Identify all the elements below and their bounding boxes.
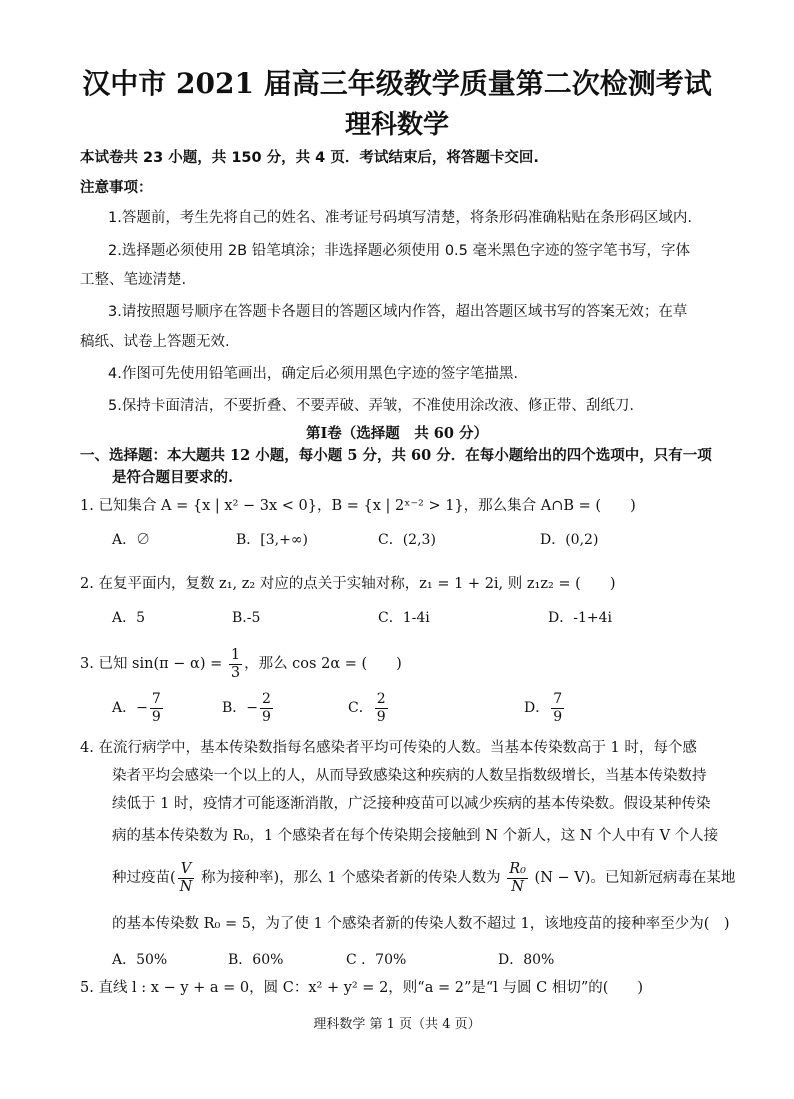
exam-subtitle: 理科数学	[344, 110, 449, 140]
q3-d-frac	[551, 691, 564, 726]
q3-option-d	[524, 690, 566, 726]
q3-d-den: 9	[553, 708, 563, 725]
q3-stem-pre: 3. 已知 sin(π − α) =	[80, 656, 227, 672]
q3-c-den: 9	[376, 708, 386, 725]
question-4-line-5	[112, 860, 735, 896]
q3-option-c	[348, 690, 390, 726]
q2-option-b: B.-5	[232, 610, 261, 626]
q3-a-label: A．−	[112, 700, 148, 716]
q3-d-num: 7	[553, 690, 563, 707]
question-4-line-6: 的基本传染数 R₀ = 5，为了使 1 个感染者新的传染人数不超过 1，该地疫苗的接种率至少为( )	[112, 916, 730, 932]
q3-c-num: 2	[376, 690, 386, 707]
question-4-line-1: 4. 在流行病学中，基本传染数指每名感染者平均可传染的人数。当基本传染数高于 1 时，每个感	[80, 740, 697, 756]
q4-option-d: D．80%	[498, 952, 555, 968]
section-desc-a: 一、选择题：本大题共 12 小题，每小题 5 分，共 60 分．在每小题给出的四个选项中，只有一项	[80, 447, 712, 464]
question-4-line-4: 病的基本传染数为 R₀，1 个感染者在每个传染期会接触到 N 个新人，这 N 个人中有 V 个人接	[112, 828, 719, 844]
notice-item-1: 1.答题前，考生先将自己的姓名、准考证号码填写清楚，将条形码准确粘贴在条形码区域内.	[108, 210, 692, 226]
notice-item-3a: 3.请按照题号顺序在答题卡各题目的答题区域内作答，超出答题区域书写的答案无效；在草	[108, 304, 688, 320]
notice-item-2b: 工整、笔迹清楚.	[80, 272, 187, 288]
q3-a-den: 9	[151, 708, 161, 725]
q3-c-frac	[375, 691, 388, 726]
q4-option-a: A．50%	[112, 952, 168, 968]
q4-r0-fraction	[507, 861, 528, 896]
notice-item-3b: 稿纸、试卷上答题无效.	[80, 334, 230, 350]
q3-b-num: 2	[262, 690, 271, 707]
q3-b-frac	[260, 691, 273, 726]
q3-option-b	[222, 690, 275, 726]
q1-option-c: C．(2,3)	[378, 532, 436, 548]
q1-option-d: D．(0,2)	[540, 532, 599, 548]
q3-a-num: 7	[151, 690, 161, 707]
q3-a-frac	[150, 691, 163, 726]
q2-option-c: C．1-4i	[378, 610, 430, 626]
q3-b-label: B．−	[222, 700, 259, 716]
question-4-line-2: 染者平均会感染一个以上的人，从而导致感染这种疾病的人数呈指数级增长，当基本传染数持	[112, 768, 707, 784]
exam-title: 汉中市 2021 届高三年级教学质量第二次检测考试	[82, 67, 712, 100]
q3-b-den: 9	[262, 708, 271, 725]
q4-rate-den: N	[179, 878, 193, 895]
q1-option-a: A．∅	[112, 532, 151, 548]
question-4-line-3: 续低于 1 时，疫情才可能逐渐消散，广泛接种疫苗可以减少疾病的基本传染数。假设某种传染	[112, 796, 711, 812]
q3-fraction	[229, 647, 242, 682]
notice-item-4: 4.作图可先使用铅笔画出，确定后必须用黑色字迹的签字笔描黑.	[108, 366, 518, 382]
notice-heading: 注意事项：	[80, 180, 153, 196]
q3-d-label: D．	[524, 700, 550, 716]
q4-r0-num: R₀	[509, 860, 526, 877]
question-3-stem	[80, 646, 402, 682]
q4-option-b: B．60%	[228, 952, 284, 968]
question-2-stem: 2. 在复平面内，复数 z₁, z₂ 对应的点关于实轴对称，z₁ = 1 + 2i, 则 z₁z₂ = ( )	[80, 576, 616, 592]
q3-frac-num: 1	[230, 646, 241, 663]
section-heading: 第Ⅰ卷（选择题 共 60 分）	[305, 425, 489, 442]
notice-item-2a: 2.选择题必须使用 2B 铅笔填涂；非选择题必须使用 0.5 毫米黑色字迹的签字笔书写，字体	[108, 243, 691, 259]
q4-option-c: C ．70%	[346, 952, 407, 968]
q4-r0-den: N	[511, 878, 524, 895]
q2-option-a: A．5	[112, 610, 146, 626]
q4-l5-mid: 称为接种率)，那么 1 个感染者新的传染人数为	[196, 870, 506, 886]
q3-option-a	[112, 690, 165, 726]
page-footer: 理科数学 第 1 页（共 4 页）	[313, 1017, 481, 1032]
q3-frac-den: 3	[230, 664, 241, 681]
exam-intro: 本试卷共 23 小题，共 150 分，共 4 页．考试结束后，将答题卡交回.	[80, 150, 539, 166]
q3-stem-post: ，那么 cos 2α = ( )	[244, 656, 402, 672]
q2-option-d: D．-1+4i	[548, 610, 612, 626]
q4-rate-num: V	[178, 861, 195, 879]
q4-l5-post: (N − V)。已知新冠病毒在某地	[529, 870, 736, 886]
q4-l5-pre: 种过疫苗(	[112, 870, 176, 886]
notice-item-5: 5.保持卡面清洁，不要折叠、不要弄破、弄皱，不准使用涂改液、修正带、刮纸刀.	[108, 398, 634, 414]
q3-c-label: C．	[348, 700, 373, 716]
q4-rate-fraction	[178, 861, 195, 896]
question-1-stem: 1. 已知集合 A = {x | x² − 3x < 0}，B = {x | 2ˣ⁻² > 1}，那么集合 A∩B = ( )	[80, 498, 636, 514]
section-desc-b: 是符合题目要求的.	[112, 469, 234, 486]
q1-option-b: B．[3,+∞)	[236, 532, 308, 548]
question-5-stem: 5. 直线 l : x − y + a = 0，圆 C：x² + y² = 2，则“a = 2”是“l 与圆 C 相切”的( )	[80, 980, 644, 996]
